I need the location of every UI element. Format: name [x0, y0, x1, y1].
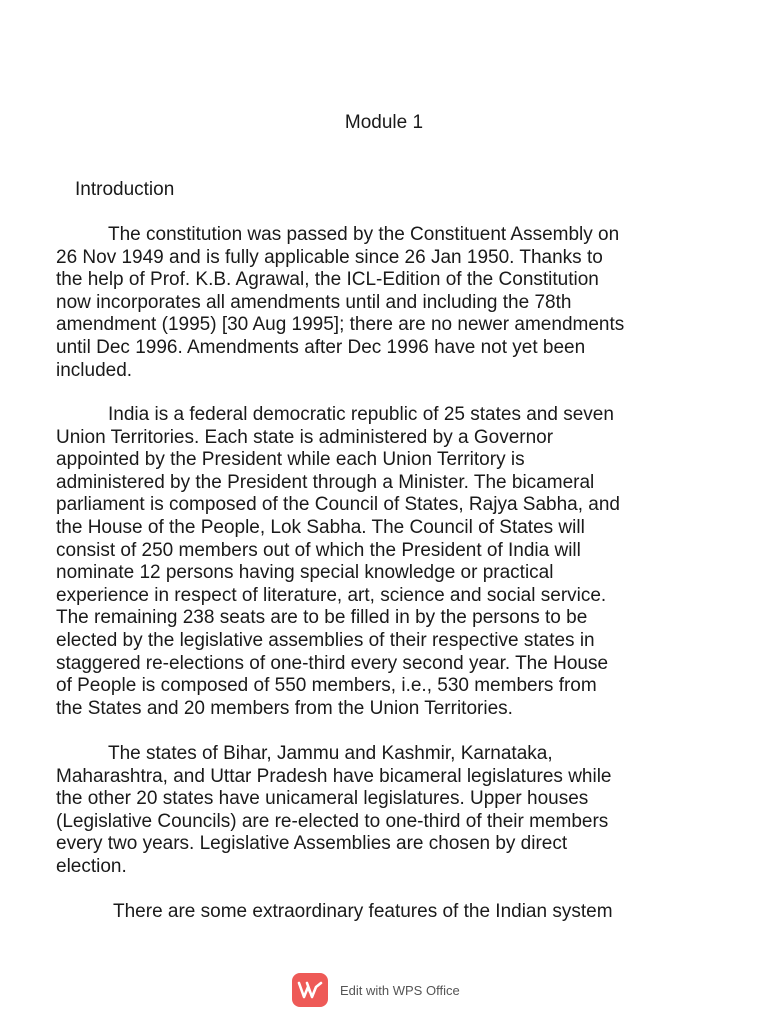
paragraph-line: election.	[56, 855, 127, 877]
paragraph-line: of People is composed of 550 members, i.e., 530 members from	[56, 675, 597, 697]
paragraph-line: elected by the legislative assemblies of their respective states in	[56, 629, 595, 651]
paragraph-line: The constitution was passed by the Constituent Assembly on	[108, 224, 620, 245]
paragraph-bicameral-states	[56, 743, 680, 879]
paragraph-line: consist of 250 members out of which the President of India will	[56, 539, 581, 561]
paragraph-line: the help of Prof. K.B. Agrawal, the ICL-Edition of the Constitution	[56, 269, 599, 291]
paragraph-line: now incorporates all amendments until and including the 78th	[56, 291, 572, 313]
wps-footer-link[interactable]	[292, 973, 460, 1007]
paragraph-line: 26 Nov 1949 and is fully applicable since 26 Jan 1950. Thanks to	[56, 246, 603, 268]
paragraph-line: Maharashtra, and Uttar Pradesh have bicameral legislatures while	[56, 765, 612, 787]
paragraph-line: The remaining 238 seats are to be filled in by the persons to be	[56, 607, 588, 629]
paragraph-line: every two years. Legislative Assemblies are chosen by direct	[56, 833, 568, 855]
paragraph-line: Union Territories. Each state is administered by a Governor	[56, 426, 554, 448]
paragraph-line: the States and 20 members from the Union Territories.	[56, 697, 513, 719]
paragraph-line: experience in respect of literature, art, science and social service.	[56, 584, 607, 606]
paragraph-constitution	[56, 224, 680, 382]
paragraph-federal-republic	[56, 404, 680, 720]
paragraph-line: until Dec 1996. Amendments after Dec 1996 have not yet been	[56, 336, 586, 358]
paragraph-line: India is a federal democratic republic of 25 states and seven	[108, 404, 614, 425]
paragraph-line: nominate 12 persons having special knowledge or practical	[56, 562, 554, 584]
wps-office-logo-icon	[292, 973, 328, 1007]
paragraph-line: the House of the People, Lok Sabha. The Council of States will	[56, 516, 585, 538]
paragraph-line: There are some extraordinary features of the Indian system	[113, 901, 613, 922]
paragraph-line: parliament is composed of the Council of States, Rajya Sabha, and	[56, 494, 620, 516]
paragraph-line: administered by the President through a Minister. The bicameral	[56, 471, 595, 493]
paragraph-extraordinary-features	[56, 901, 680, 924]
paragraph-line: The states of Bihar, Jammu and Kashmir, Karnataka,	[108, 743, 553, 764]
paragraph-line: amendment (1995) [30 Aug 1995]; there are no newer amendments	[56, 314, 625, 336]
paragraph-line: appointed by the President while each Union Territory is	[56, 449, 525, 471]
section-heading: Introduction	[75, 179, 175, 200]
paragraph-line: staggered re-elections of one-third every second year. The House	[56, 652, 609, 674]
module-title: Module 1	[344, 112, 424, 133]
paragraph-line: (Legislative Councils) are re-elected to one-third of their members	[56, 810, 609, 832]
paragraph-line: the other 20 states have unicameral legislatures. Upper houses	[56, 788, 589, 810]
paragraph-line: included.	[56, 359, 133, 381]
footer-text: Edit with WPS Office	[340, 982, 460, 998]
